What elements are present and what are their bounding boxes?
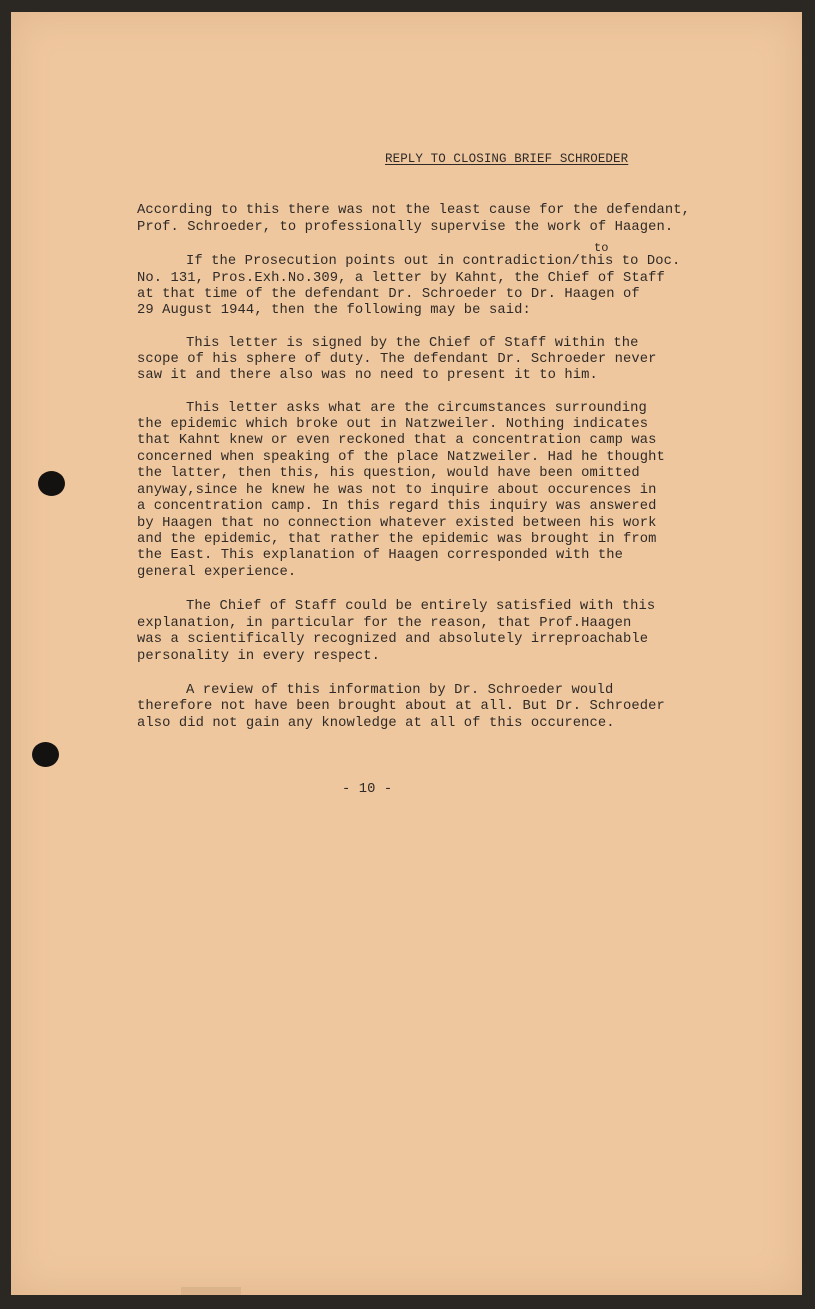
paragraph-3-line-2: scope of his sphere of duty. The defendant Dr. Schroeder never (137, 352, 657, 367)
paragraph-4-line-1: This letter asks what are the circumstances surrounding (186, 401, 647, 416)
paragraph-6-line-3: also did not gain any knowledge at all of this occurence. (137, 716, 615, 731)
paragraph-4-line-9: and the epidemic, that rather the epidemic was brought in from (137, 532, 657, 547)
paragraph-4-line-3: that Kahnt knew or even reckoned that a concentration camp was (137, 433, 657, 448)
page-number: - 10 - (342, 782, 393, 797)
paragraph-5-line-2: explanation, in particular for the reason, that Prof.Haagen (137, 616, 632, 631)
paragraph-4-line-8: by Haagen that no connection whatever existed between his work (137, 516, 657, 531)
document-page (11, 12, 802, 1295)
punch-hole-lower (32, 742, 59, 767)
paragraph-4-line-6: anyway,since he knew he was not to inquire about occurences in (137, 483, 657, 498)
paragraph-6-line-2: therefore not have been brought about at all. But Dr. Schroeder (137, 699, 665, 714)
paragraph-5-line-4: personality in every respect. (137, 649, 381, 664)
paragraph-1-line-1: According to this there was not the least cause for the defendant, (137, 203, 691, 218)
paragraph-4-line-11: general experience. (137, 565, 297, 580)
paragraph-2-line-2: No. 131, Pros.Exh.No.309, a letter by Kahnt, the Chief of Staff (137, 271, 665, 286)
paragraph-4-line-5: the latter, then this, his question, would have been omitted (137, 466, 640, 481)
interlinear-insertion: to (594, 241, 609, 255)
paragraph-4-line-7: a concentration camp. In this regard this inquiry was answered (137, 499, 657, 514)
paragraph-5-line-1: The Chief of Staff could be entirely satisfied with this (186, 599, 656, 614)
paragraph-2-line-3: at that time of the defendant Dr. Schroeder to Dr. Haagen of (137, 287, 640, 302)
document-header: REPLY TO CLOSING BRIEF SCHROEDER (385, 152, 629, 166)
paragraph-2-line-1: If the Prosecution points out in contradiction/this to Doc. (186, 254, 681, 269)
paragraph-2-line-4: 29 August 1944, then the following may be said: (137, 303, 531, 318)
paragraph-4-line-2: the epidemic which broke out in Natzweiler. Nothing indicates (137, 417, 649, 432)
punch-hole-upper (38, 471, 65, 496)
paragraph-5-line-3: was a scientifically recognized and absolutely irreproachable (137, 632, 649, 647)
paragraph-6-line-1: A review of this information by Dr. Schroeder would (186, 683, 614, 698)
paragraph-3-line-1: This letter is signed by the Chief of Staff within the (186, 336, 639, 351)
paragraph-4-line-4: concerned when speaking of the place Natzweiler. Had he thought (137, 450, 665, 465)
paragraph-1-line-2: Prof. Schroeder, to professionally supervise the work of Haagen. (137, 220, 674, 235)
paragraph-3-line-3: saw it and there also was no need to present it to him. (137, 368, 598, 383)
paragraph-4-line-10: the East. This explanation of Haagen corresponded with the (137, 548, 624, 563)
paper-wear-mark (181, 1287, 241, 1295)
